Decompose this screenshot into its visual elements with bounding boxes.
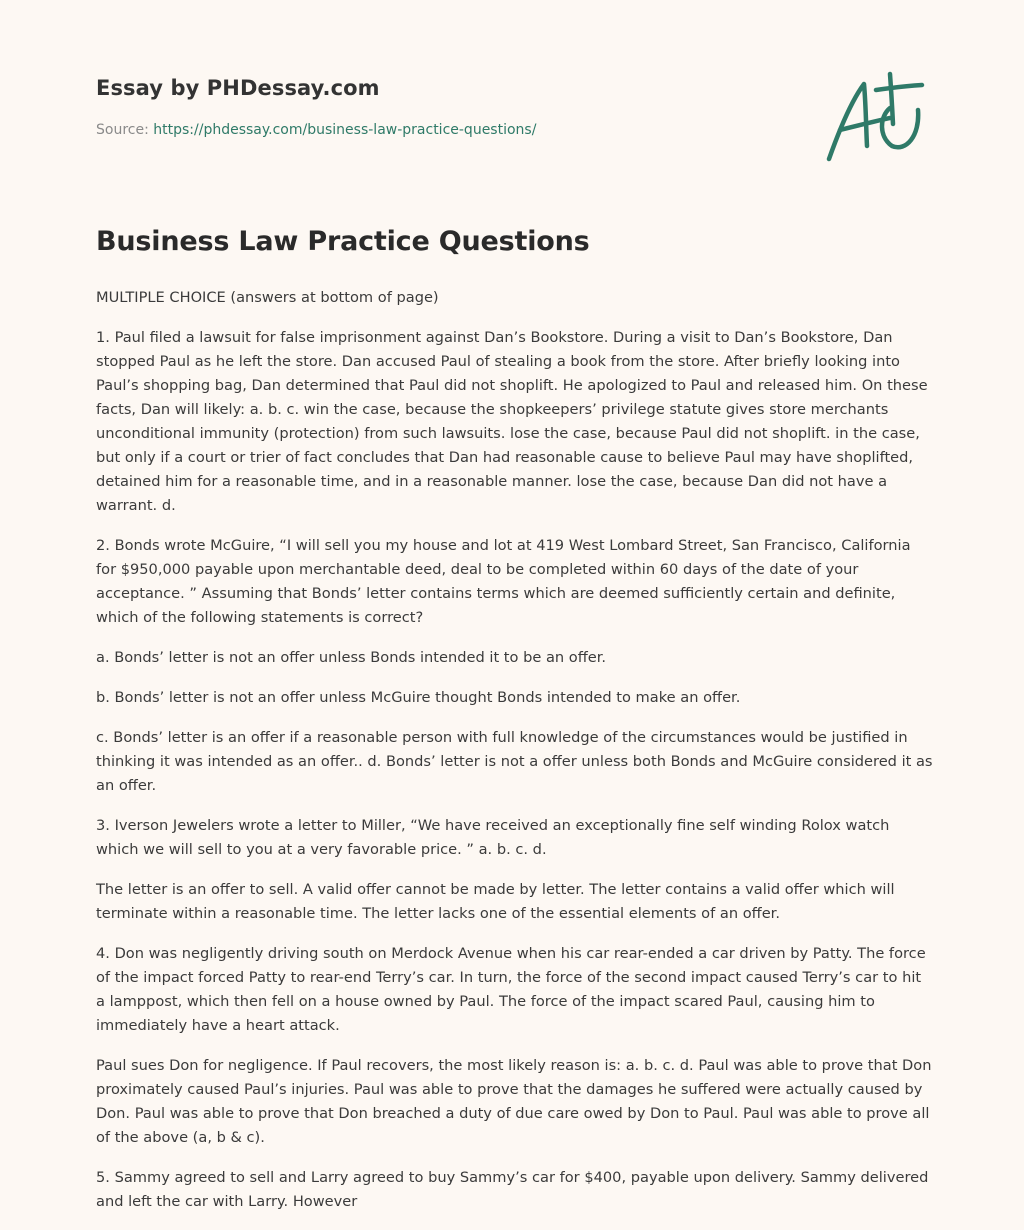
paragraph: 2. Bonds wrote McGuire, “I will sell you my house and lot at 419 West Lombard Street, San Francisco, California for $950,000 payable upon merchantable deed, deal to be completed within 60 days of the date of your acceptance. ” Assuming that Bonds’ letter contains terms which are deemed sufficiently certain and definite, which of the following statements is correct? <box>96 537 911 626</box>
paragraph: a. Bonds’ letter is not an offer unless Bonds intended it to be an offer. <box>96 649 607 666</box>
paragraph: Paul sues Don for negligence. If Paul recovers, the most likely reason is: a. b. c. d. Paul was able to prove that Don proximately caused Paul’s injuries. Paul was able to prove that the damages he suffered were actually caused by Don. Paul was able to prove that Don breached a duty of due care owed by Don to Paul. Paul was able to prove all of the above (a, b & c). <box>96 1057 932 1146</box>
essay-header <box>96 76 796 138</box>
paragraph: 4. Don was negligently driving south on Merdock Avenue when his car rear-ended a car driven by Patty. The force of the impact forced Patty to rear-end Terry’s car. In turn, the force of the second impact caused Terry’s car to hit a lamppost, which then fell on a house owned by Paul. The force of the impact scared Paul, causing him to immediately have a heart attack. <box>96 945 926 1034</box>
paragraph: MULTIPLE CHOICE (answers at bottom of page) <box>96 289 439 306</box>
a-plus-logo-icon <box>820 66 930 166</box>
source-label: Source: <box>96 122 149 138</box>
paragraph: 5. Sammy agreed to sell and Larry agreed to buy Sammy’s car for $400, payable upon delivery. Sammy delivered and left the car with Larry. However <box>96 1169 929 1210</box>
source-link[interactable]: https://phdessay.com/business-law-practice-questions/ <box>153 122 537 138</box>
paragraph: c. Bonds’ letter is an offer if a reasonable person with full knowledge of the circumstances would be justified in thinking it was intended as an offer.. d. Bonds’ letter is not a offer unless both Bonds and McGuire considered it as an offer. <box>96 729 933 794</box>
paragraph: The letter is an offer to sell. A valid offer cannot be made by letter. The letter contains a valid offer which will terminate within a reasonable time. The letter lacks one of the essential elements of an offer. <box>96 881 895 922</box>
site-brand: Essay by PHDessay.com <box>96 76 380 100</box>
page-title: Business Law Practice Questions <box>96 226 590 257</box>
paragraph: b. Bonds’ letter is not an offer unless McGuire thought Bonds intended to make an offer. <box>96 689 741 706</box>
source-line <box>96 122 796 138</box>
paragraph: 1. Paul filed a lawsuit for false imprisonment against Dan’s Bookstore. During a visit to Dan’s Bookstore, Dan stopped Paul as he left the store. Dan accused Paul of stealing a book from the store. After briefly looking into Paul’s shopping bag, Dan determined that Paul did not shoplift. He apologized to Paul and released him. On these facts, Dan will likely: a. b. c. win the case, because the shopkeepers’ privilege statute gives store merchants unconditional immunity (protection) from such lawsuits. lose the case, because Paul did not shoplift. in the case, but only if a court or trier of fact concludes that Dan had reasonable cause to believe Paul may have shoplifted, detained him for a reasonable time, and in a reasonable manner. lose the case, because Dan did not have a warrant. d. <box>96 329 928 514</box>
essay-body <box>96 286 934 1230</box>
paragraph: 3. Iverson Jewelers wrote a letter to Miller, “We have received an exceptionally fine self winding Rolox watch which we will sell to you at a very favorable price. ” a. b. c. d. <box>96 817 890 858</box>
